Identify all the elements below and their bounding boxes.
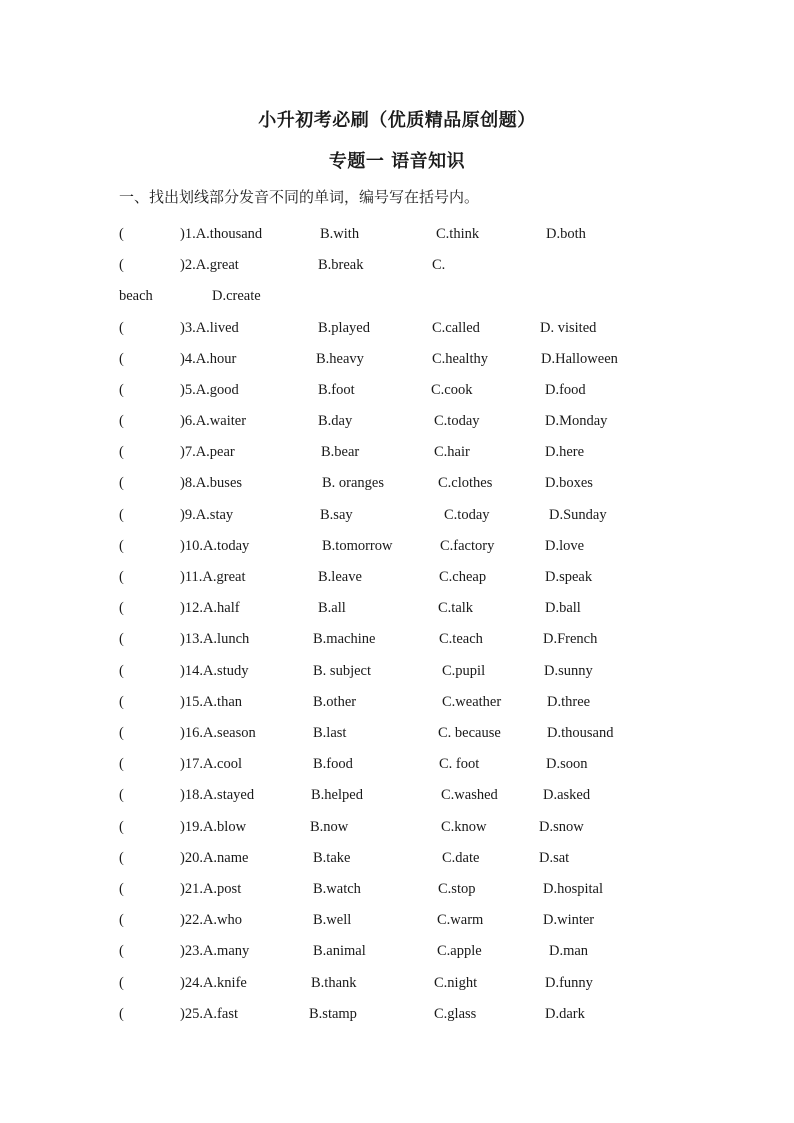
question-option-a: )16.A.season [180,725,256,741]
option-c: C.weather [442,694,502,710]
option-d: D.funny [545,975,593,991]
option-d: D.food [545,382,586,398]
option-b: B.heavy [316,351,364,367]
option-b: B.all [318,600,346,616]
answer-paren[interactable]: beach [119,288,153,304]
question-option-a: )1.A.thousand [180,226,263,242]
answer-paren[interactable]: ( [119,257,124,273]
option-c: C.teach [439,631,483,647]
option-b: B.played [318,320,370,336]
question-option-a: )6.A.waiter [180,413,247,429]
answer-paren[interactable]: ( [119,600,124,616]
question-option-a: )8.A.buses [180,475,243,491]
question-row [0,725,794,747]
answer-paren[interactable]: ( [119,226,124,242]
option-d: D.Monday [545,413,608,429]
question-row [0,1006,794,1028]
option-d: D.thousand [547,725,614,741]
option-c: C. foot [439,756,480,772]
question-row [0,663,794,685]
option-d: D.sat [539,850,570,866]
question-option-a: )21.A.post [180,881,242,897]
question-row [0,819,794,841]
option-d: D.here [545,444,585,460]
question-row [0,382,794,404]
question-row [0,226,794,248]
question-row [0,600,794,622]
question-option-a: )2.A.great [180,257,239,273]
option-c: C.washed [441,787,498,803]
option-b: B.machine [313,631,376,647]
option-d: D.both [546,226,586,242]
option-c: C.today [434,413,480,429]
option-c: C.hair [434,444,470,460]
answer-paren[interactable]: ( [119,663,124,679]
question-option-a: )12.A.half [180,600,240,616]
question-option-a: )15.A.than [180,694,243,710]
answer-paren[interactable]: ( [119,1006,124,1022]
question-option-a: )22.A.who [180,912,243,928]
answer-paren[interactable]: ( [119,413,124,429]
option-b: B.last [313,725,347,741]
question-row [0,288,794,310]
option-d: D.sunny [544,663,593,679]
question-row [0,787,794,809]
option-d: D.Sunday [549,507,607,523]
option-c: C.apple [437,943,482,959]
option-b: B.say [320,507,353,523]
answer-paren[interactable]: ( [119,943,124,959]
option-b: B.take [313,850,351,866]
option-d: D.man [549,943,589,959]
question-row [0,756,794,778]
option-b: B.well [313,912,352,928]
option-c: C.cook [431,382,473,398]
question-option-a: )17.A.cool [180,756,243,772]
option-c: C.healthy [432,351,488,367]
option-b: B.other [313,694,357,710]
option-c: C.talk [438,600,474,616]
question-row [0,351,794,373]
option-b: B. subject [313,663,371,679]
question-option-a: )25.A.fast [180,1006,238,1022]
question-row [0,912,794,934]
option-c: C.clothes [438,475,493,491]
option-b: B.thank [311,975,357,991]
question-option-a: )23.A.many [180,943,250,959]
option-d: D.boxes [545,475,593,491]
question-option-a: )7.A.pear [180,444,235,460]
option-d: D.snow [539,819,584,835]
option-d: D.hospital [543,881,604,897]
option-c: C.today [444,507,490,523]
option-c: C.called [432,320,480,336]
option-d: D.French [543,631,598,647]
question-option-a: )13.A.lunch [180,631,250,647]
option-d: D.dark [545,1006,585,1022]
option-b: B.tomorrow [322,538,393,554]
answer-paren[interactable]: ( [119,912,124,928]
option-c: C.factory [440,538,495,554]
option-c: C.think [436,226,480,242]
question-option-a: )5.A.good [180,382,239,398]
question-row [0,320,794,342]
option-d: D.create [212,288,261,304]
option-d: D.love [545,538,585,554]
exercise-instruction: 一、找出划线部分发音不同的单词，编号写在括号内。 [119,188,480,206]
question-row [0,507,794,529]
answer-paren[interactable]: ( [119,975,124,991]
option-d: D.winter [543,912,595,928]
option-d: D.Halloween [541,351,618,367]
option-c: C.glass [434,1006,477,1022]
option-b: B.watch [313,881,361,897]
question-option-a: )19.A.blow [180,819,247,835]
answer-paren[interactable]: ( [119,819,124,835]
question-option-a: )4.A.hour [180,351,237,367]
question-option-a: )18.A.stayed [180,787,255,803]
question-row [0,257,794,279]
option-c: C.date [442,850,480,866]
question-row [0,943,794,965]
question-option-a: )9.A.stay [180,507,234,523]
answer-paren[interactable]: ( [119,694,124,710]
question-option-a: )11.A.great [180,569,246,585]
option-b: B.stamp [309,1006,357,1022]
answer-paren[interactable]: ( [119,881,124,897]
option-b: B.break [318,257,364,273]
question-option-a: )24.A.knife [180,975,247,991]
option-c: C.cheap [439,569,487,585]
option-b: B.with [320,226,360,242]
option-b: B.foot [318,382,355,398]
option-d: D.three [547,694,591,710]
document-title: 小升初考必刷（优质精品原创题） [258,110,536,131]
question-row [0,694,794,716]
answer-paren[interactable]: ( [119,725,124,741]
question-row [0,569,794,591]
option-d: D.asked [543,787,591,803]
section-heading: 专题一 语音知识 [328,151,466,172]
option-d: D.ball [545,600,581,616]
option-b: B.bear [321,444,360,460]
question-option-a: )14.A.study [180,663,249,679]
option-b: B.animal [313,943,366,959]
option-b: B.now [310,819,349,835]
question-row [0,444,794,466]
answer-paren[interactable]: ( [119,631,124,647]
option-b: B.helped [311,787,363,803]
question-row [0,881,794,903]
option-c: C.know [441,819,487,835]
question-row [0,850,794,872]
question-option-a: )20.A.name [180,850,249,866]
answer-paren[interactable]: ( [119,382,124,398]
option-d: D.soon [546,756,588,772]
answer-paren[interactable]: ( [119,507,124,523]
option-c: C.stop [438,881,476,897]
answer-paren[interactable]: ( [119,475,124,491]
answer-paren[interactable]: ( [119,538,124,554]
question-option-a: )10.A.today [180,538,250,554]
option-c: C. [432,257,446,273]
option-d: D.speak [545,569,593,585]
option-c: C.pupil [442,663,486,679]
answer-paren[interactable]: ( [119,569,124,585]
answer-paren[interactable]: ( [119,351,124,367]
question-row [0,475,794,497]
option-c: C. because [438,725,501,741]
answer-paren[interactable]: ( [119,444,124,460]
option-b: B.day [318,413,353,429]
answer-paren[interactable]: ( [119,320,124,336]
option-c: C.warm [437,912,484,928]
option-c: C.night [434,975,478,991]
answer-paren[interactable]: ( [119,850,124,866]
question-row [0,413,794,435]
option-b: B. oranges [322,475,385,491]
option-d: D. visited [540,320,597,336]
answer-paren[interactable]: ( [119,756,124,772]
option-b: B.food [313,756,353,772]
question-option-a: )3.A.lived [180,320,239,336]
question-row [0,631,794,653]
option-b: B.leave [318,569,362,585]
question-row [0,975,794,997]
question-row [0,538,794,560]
answer-paren[interactable]: ( [119,787,124,803]
